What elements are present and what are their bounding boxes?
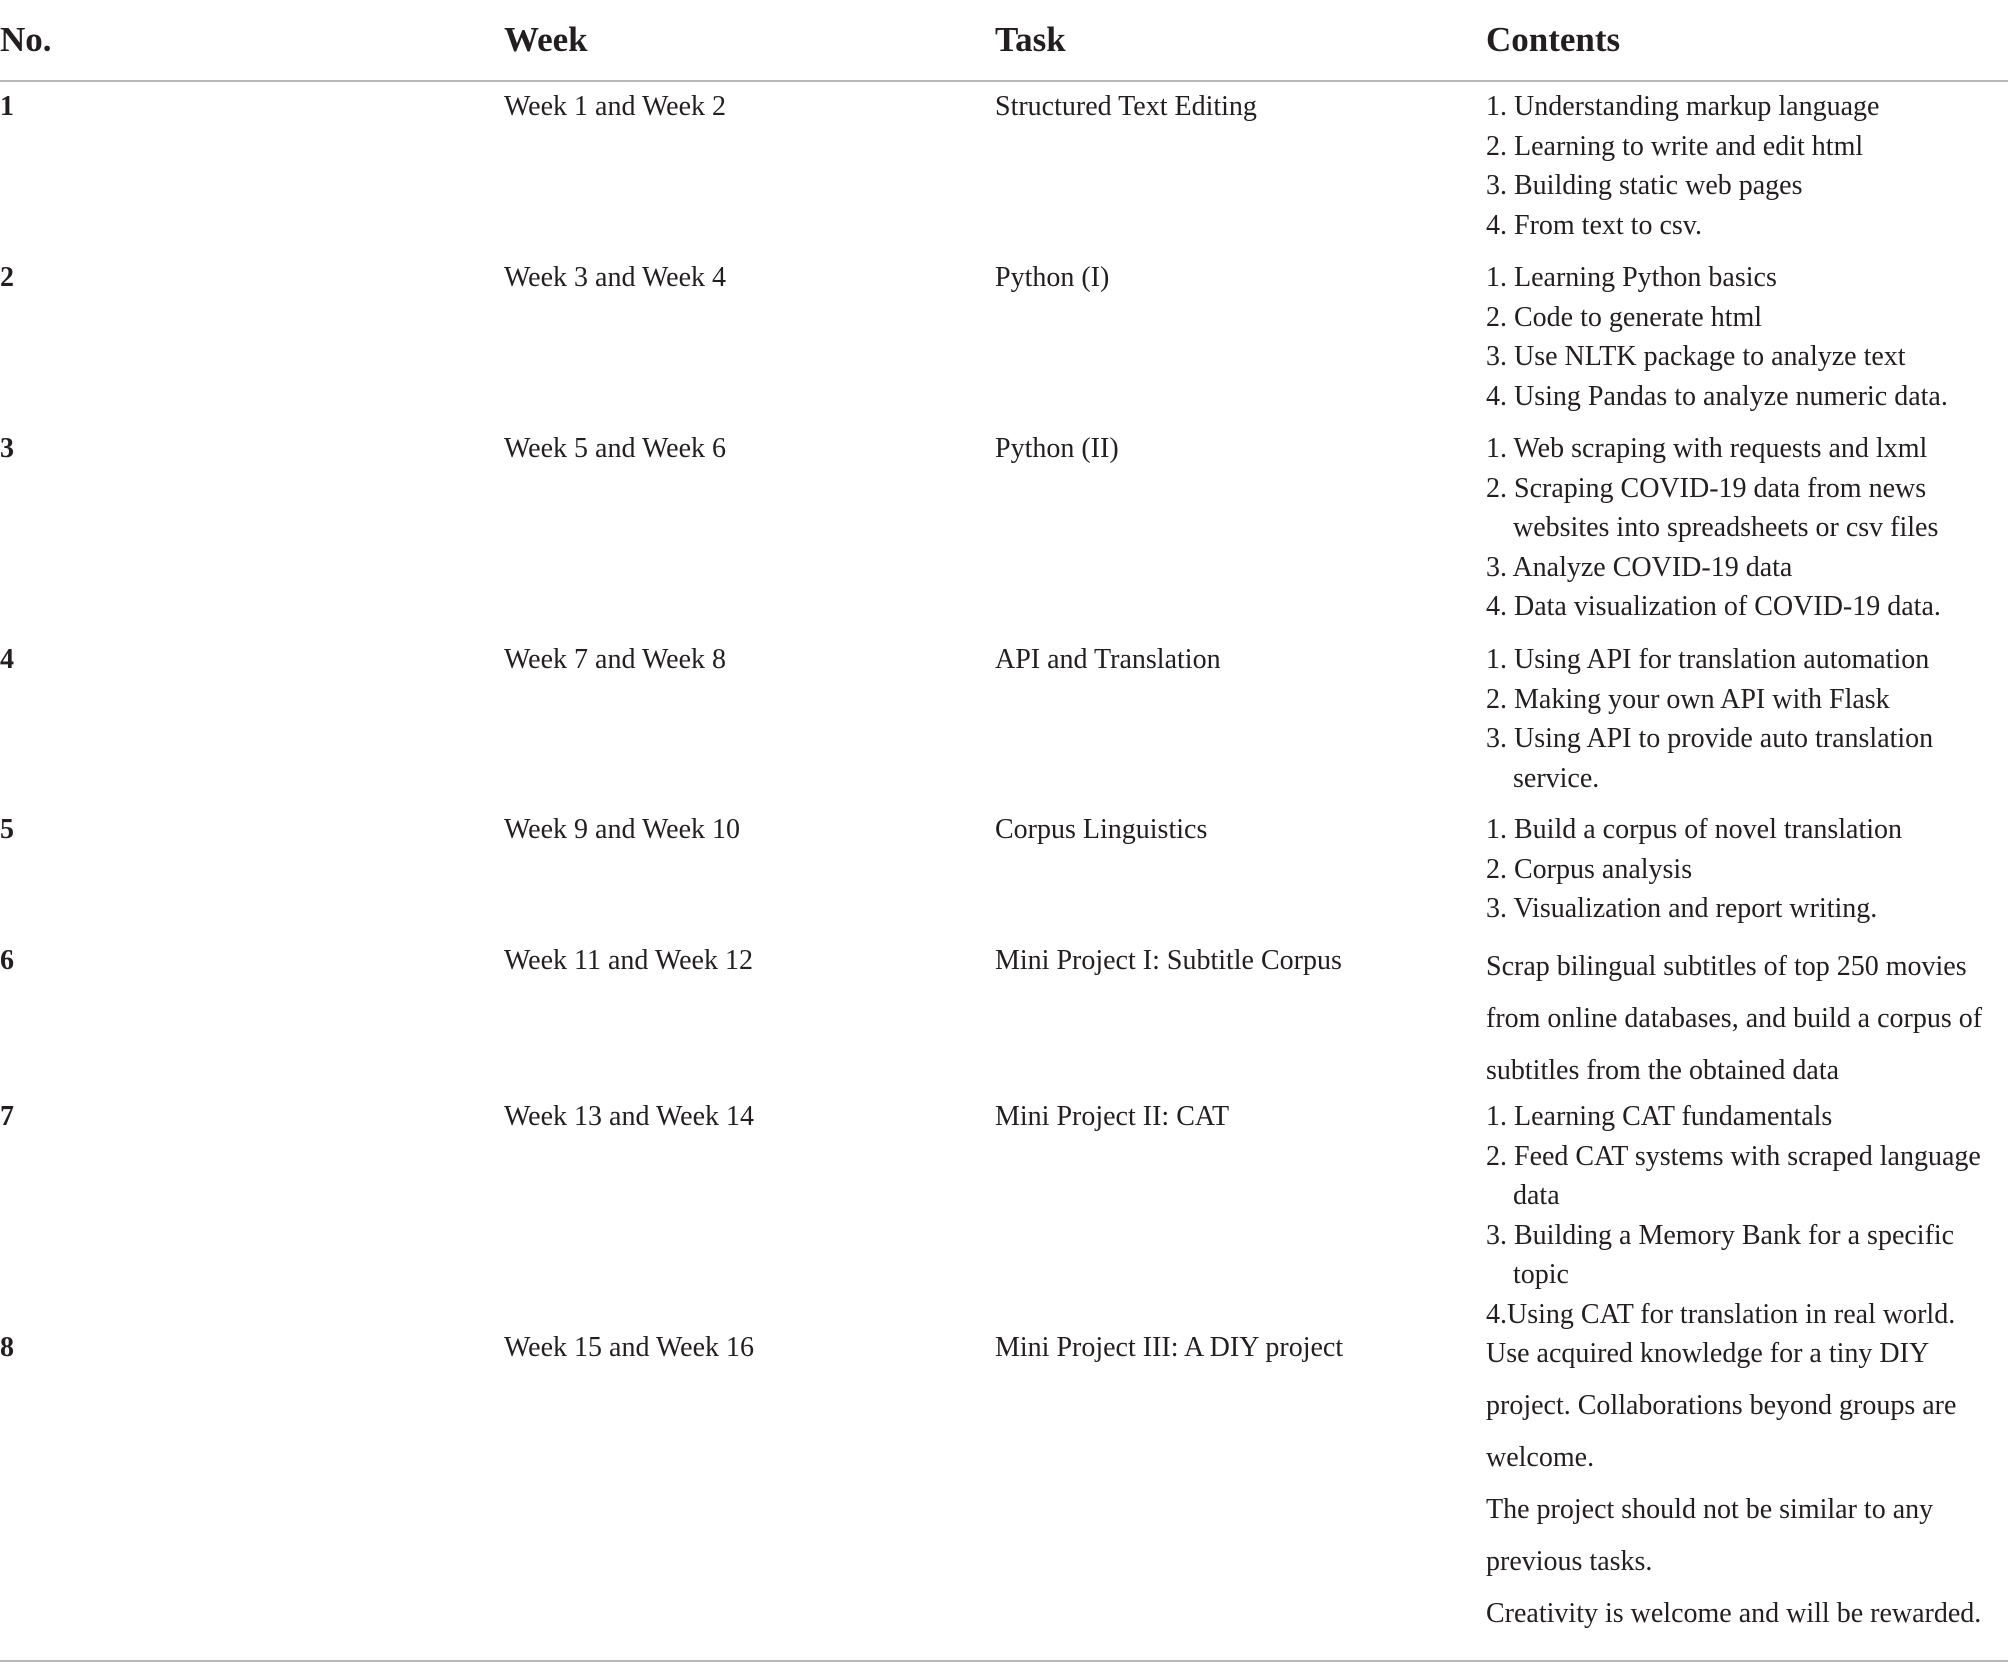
content-item: 3. Visualization and report writing. (1486, 893, 1878, 924)
row-number: 3 (0, 433, 14, 464)
content-item: 2. Feed CAT systems with scraped language (1486, 1140, 1981, 1172)
row-number: 7 (0, 1101, 14, 1132)
row-task: Python (I) (995, 262, 1110, 293)
row-week: Week 9 and Week 10 (504, 814, 741, 845)
row-number: 1 (0, 91, 14, 122)
content-paragraph-line: Creativity is welcome and will be rewarded. (1486, 1598, 1982, 1629)
content-item: 4. Data visualization of COVID-19 data. (1486, 591, 1941, 622)
row-task: Mini Project III: A DIY project (995, 1332, 1344, 1363)
content-paragraph-line: Use acquired knowledge for a tiny DIY (1486, 1338, 1930, 1369)
content-item: 2. Corpus analysis (1486, 853, 1693, 885)
header-task: Task (995, 20, 1066, 59)
row-week: Week 1 and Week 2 (504, 91, 727, 122)
content-paragraph-line: previous tasks. (1486, 1546, 1653, 1577)
row-number: 8 (0, 1332, 14, 1363)
row-week: Week 11 and Week 12 (504, 945, 753, 976)
content-item: 3. Use NLTK package to analyze text (1486, 341, 1906, 372)
content-item: 1. Learning Python basics (1486, 262, 1777, 293)
content-item: 2. Scraping COVID-19 data from news (1486, 472, 1927, 504)
row-contents (1486, 87, 2008, 245)
row-contents (1486, 810, 2008, 929)
row-task: Corpus Linguistics (995, 814, 1208, 845)
content-item: 3. Analyze COVID-19 data (1486, 551, 1793, 583)
row-number: 4 (0, 644, 14, 675)
row-week: Week 7 and Week 8 (504, 644, 727, 675)
row-task: Mini Project II: CAT (995, 1101, 1230, 1132)
row-contents (1486, 640, 2008, 798)
row-task: Python (II) (995, 433, 1119, 464)
content-item: 3. Building a Memory Bank for a specific (1486, 1219, 1955, 1251)
content-item: 1. Web scraping with requests and lxml (1486, 433, 1928, 464)
content-paragraph-line: The project should not be similar to any (1486, 1494, 1934, 1525)
content-item-continued: websites into spreadsheets or csv files (1513, 512, 1939, 543)
row-week: Week 5 and Week 6 (504, 433, 727, 464)
row-number: 2 (0, 262, 14, 293)
header-week: Week (504, 20, 588, 59)
row-week: Week 3 and Week 4 (504, 262, 727, 293)
header-contents: Contents (1486, 20, 1621, 59)
row-week: Week 15 and Week 16 (504, 1332, 755, 1363)
content-item: 4. Using Pandas to analyze numeric data. (1486, 380, 1948, 412)
content-item: 1. Learning CAT fundamentals (1486, 1101, 1833, 1132)
row-task: API and Translation (995, 644, 1221, 675)
content-item: 4.Using CAT for translation in real world. (1486, 1298, 1956, 1330)
content-item: 2. Learning to write and edit html (1486, 130, 1864, 162)
content-item: 1. Build a corpus of novel translation (1486, 814, 1903, 845)
row-number: 6 (0, 945, 14, 976)
table-header (0, 0, 2008, 82)
content-paragraph-line: welcome. (1486, 1442, 1595, 1473)
content-item: 3. Building static web pages (1486, 170, 1803, 201)
row-task: Mini Project I: Subtitle Corpus (995, 945, 1342, 976)
row-number: 5 (0, 814, 14, 845)
content-paragraph-line: Scrap bilingual subtitles of top 250 movies (1486, 951, 1967, 982)
row-contents (1486, 429, 2008, 627)
row-contents (1486, 1097, 2008, 1334)
content-item: 3. Using API to provide auto translation (1486, 723, 1934, 754)
header-no: No. (0, 20, 52, 59)
content-item: 2. Making your own API with Flask (1486, 683, 1890, 715)
content-item: 4. From text to csv. (1486, 209, 1702, 241)
row-contents (1486, 258, 2008, 416)
row-contents (1486, 1328, 2008, 1640)
content-item: 1. Using API for translation automation (1486, 644, 1930, 675)
content-item: 2. Code to generate html (1486, 301, 1763, 333)
content-item-continued: data (1513, 1180, 1560, 1211)
row-task: Structured Text Editing (995, 91, 1257, 122)
bottom-rule (0, 1660, 2008, 1662)
content-paragraph-line: subtitles from the obtained data (1486, 1055, 1840, 1086)
content-item-continued: service. (1513, 762, 1600, 794)
content-item-continued: topic (1513, 1259, 1569, 1290)
content-item: 1. Understanding markup language (1486, 91, 1880, 122)
row-contents (1486, 941, 2008, 1097)
content-paragraph-line: project. Collaborations beyond groups are (1486, 1390, 1957, 1421)
row-week: Week 13 and Week 14 (504, 1101, 755, 1132)
content-paragraph-line: from online databases, and build a corpus of (1486, 1003, 1983, 1034)
